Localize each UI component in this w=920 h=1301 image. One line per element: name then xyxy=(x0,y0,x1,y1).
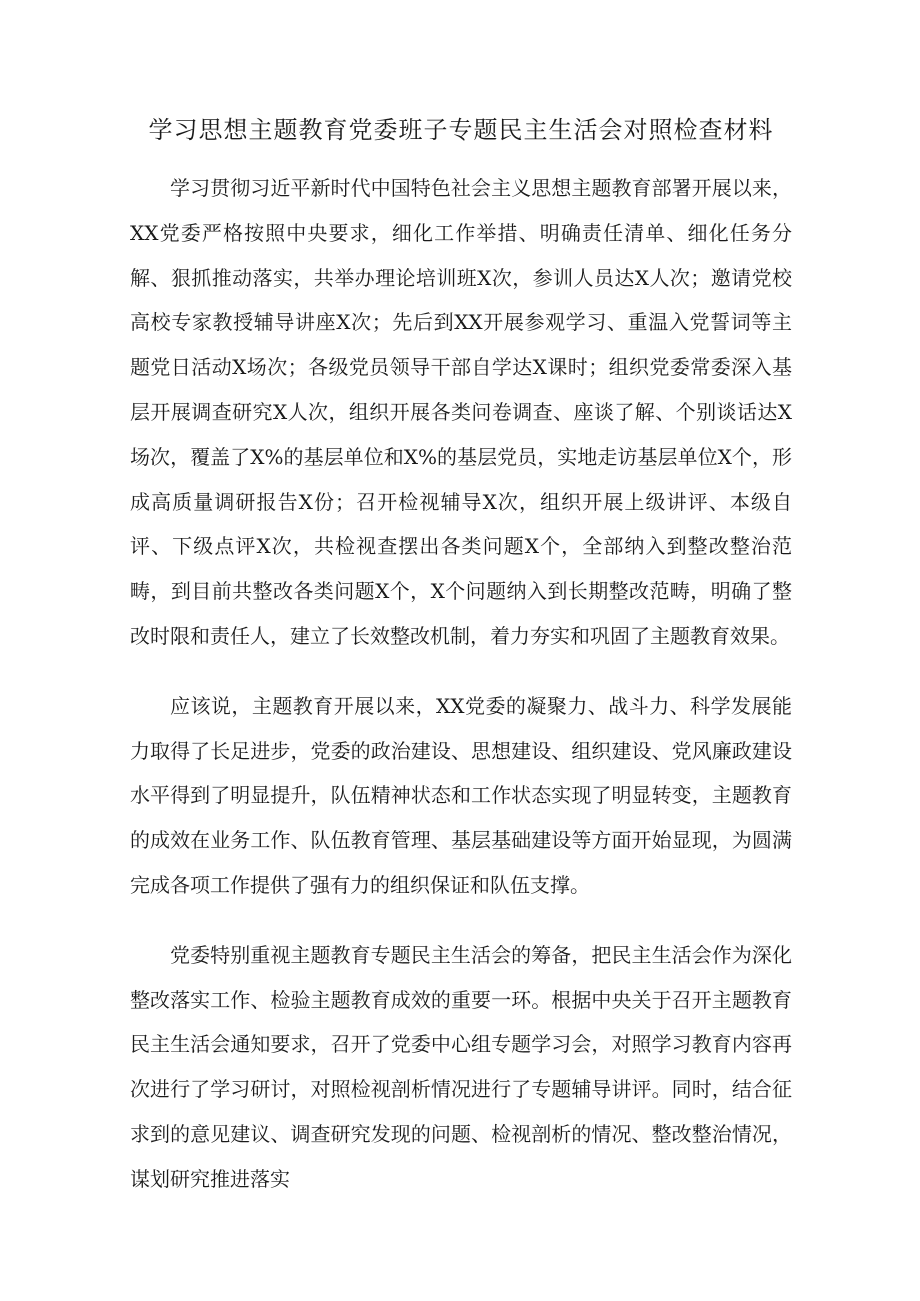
paragraph-1: 学习贯彻习近平新时代中国特色社会主义思想主题教育部署开展以来，XX党委严格按照中央要求，细化工作举措、明确责任清单、细化任务分解、狠抓推动落实，共举办理论培训班X次，参训人员达X人次；邀请党校高校专家教授辅导讲座X次；先后到XX开展参观学习、重温入党誓词等主题党日活动X场次；各级党员领导干部自学达X课时；组织党委常委深入基层开展调查研究X人次，组织开展各类问卷调查、座谈了解、个别谈话达X场次，覆盖了X%的基层单位和X%的基层党员，实地走访基层单位X个，形成高质量调研报告X份；召开检视辅导X次，组织开展上级讲评、本级自评、下级点评X次，共检视查摆出各类问题X个，全部纳入到整改整治范畴，到目前共整改各类问题X个，X个问题纳入到长期整改范畴，明确了整改时限和责任人，建立了长效整改机制，着力夯实和巩固了主题教育效果。 xyxy=(130,176,792,648)
paragraph-2: 应该说，主题教育开展以来，XX党委的凝聚力、战斗力、科学发展能力取得了长足进步，党委的政治建设、思想建设、组织建设、党风廉政建设水平得到了明显提升，队伍精神状态和工作状态实现了明显转变，主题教育的成效在业务工作、队伍教育管理、基层基础建设等方面开始显现，为圆满完成各项工作提供了强有力的组织保证和队伍支撑。 xyxy=(130,693,792,897)
paragraph-3: 党委特别重视主题教育专题民主生活会的筹备，把民主生活会作为深化整改落实工作、检验主题教育成效的重要一环。根据中央关于召开主题教育民主生活会通知要求，召开了党委中心组专题学习会，对照学习教育内容再次进行了学习研讨，对照检视剖析情况进行了专题辅导讲评。同时，结合征求到的意见建议、调查研究发现的问题、检视剖析的情况、整改整治情况，谋划研究推进落实 xyxy=(130,942,792,1191)
document-title: 学习思想主题教育党委班子专题民主生活会对照检查材料 xyxy=(148,116,774,144)
document-page xyxy=(130,106,792,1202)
